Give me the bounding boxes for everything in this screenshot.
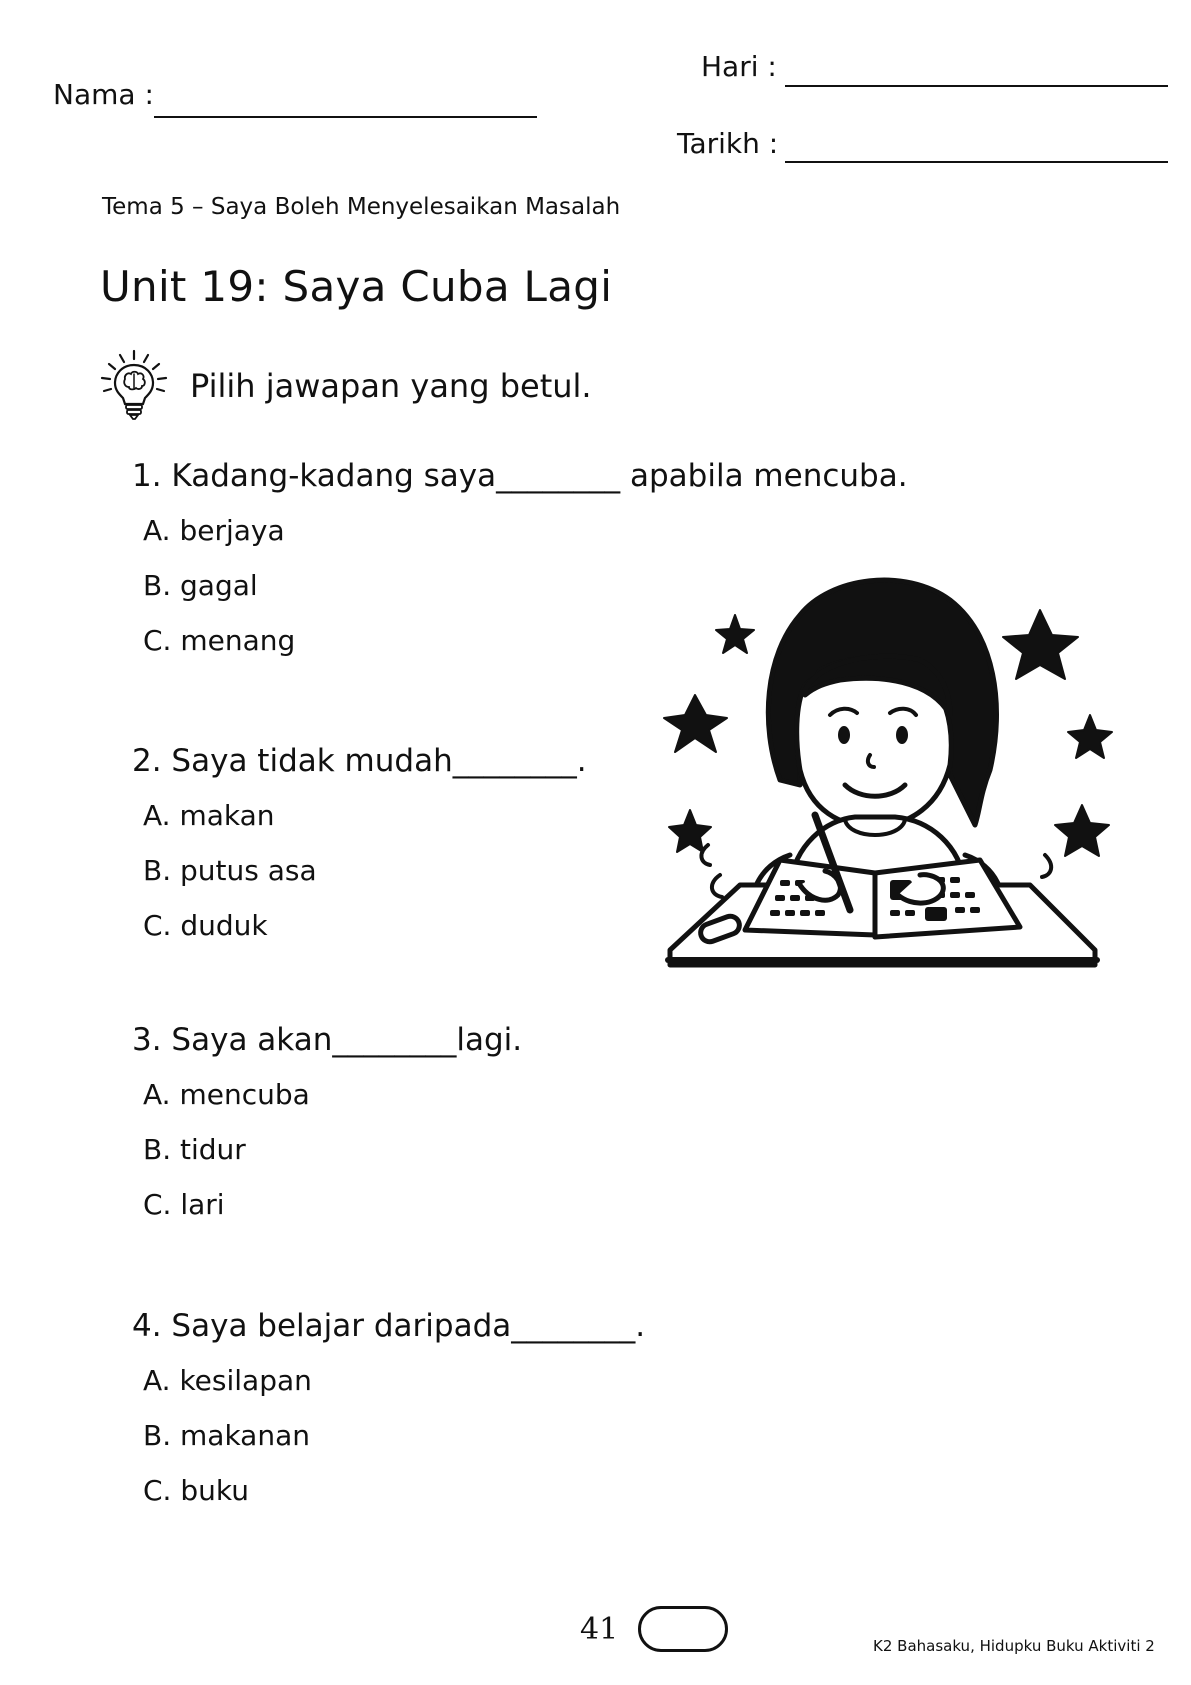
option-b[interactable]: B. makanan	[143, 1419, 310, 1452]
option-c[interactable]: C. buku	[143, 1474, 249, 1507]
theme-heading: Tema 5 – Saya Boleh Menyelesaikan Masalah	[102, 194, 621, 220]
lightbulb-brain-icon	[98, 349, 170, 421]
question-text: 2. Saya tidak mudah________.	[132, 743, 587, 779]
option-c[interactable]: C. lari	[143, 1188, 225, 1221]
instruction-text: Pilih jawapan yang betul.	[190, 367, 592, 405]
option-b[interactable]: B. gagal	[143, 569, 258, 602]
question-text: 1. Kadang-kadang saya________ apabila mencuba.	[132, 458, 908, 494]
question-4	[132, 1308, 645, 1507]
day-field-line[interactable]	[785, 85, 1168, 87]
girl-studying-illustration	[650, 555, 1135, 1050]
page-pill-shape	[638, 1606, 728, 1652]
option-c[interactable]: C. duduk	[143, 909, 268, 942]
option-b[interactable]: B. tidur	[143, 1133, 246, 1166]
date-field-line[interactable]	[785, 161, 1168, 163]
option-a[interactable]: A. berjaya	[143, 514, 285, 547]
day-label: Hari :	[701, 50, 777, 83]
name-label: Nama :	[53, 78, 154, 111]
page-title: Unit 19: Saya Cuba Lagi	[100, 262, 613, 311]
option-a[interactable]: A. makan	[143, 799, 275, 832]
option-c[interactable]: C. menang	[143, 624, 296, 657]
name-field-line[interactable]	[154, 116, 537, 118]
question-text: 3. Saya akan________lagi.	[132, 1022, 523, 1058]
option-a[interactable]: A. kesilapan	[143, 1364, 312, 1397]
question-3	[132, 1022, 522, 1221]
question-2	[132, 743, 587, 942]
page-number: 41	[580, 1612, 619, 1647]
book-title-footer: K2 Bahasaku, Hidupku Buku Aktiviti 2	[873, 1637, 1155, 1655]
option-b[interactable]: B. putus asa	[143, 854, 317, 887]
option-a[interactable]: A. mencuba	[143, 1078, 310, 1111]
date-label: Tarikh :	[677, 127, 779, 160]
question-text: 4. Saya belajar daripada________.	[132, 1308, 646, 1344]
